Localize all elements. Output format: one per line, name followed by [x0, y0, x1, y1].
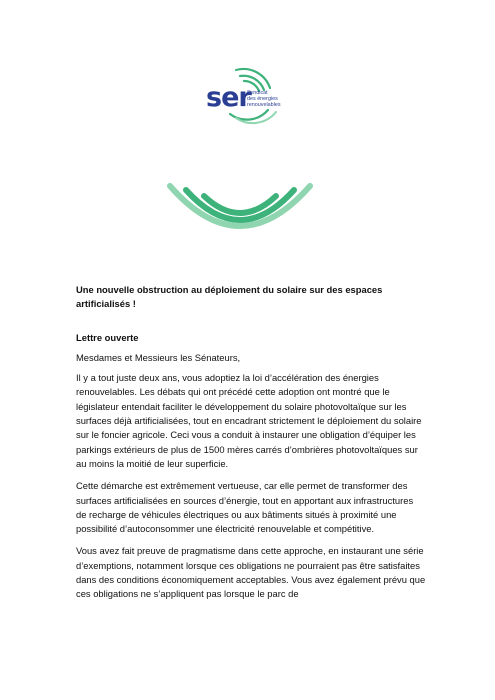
decorative-arcs-icon	[160, 180, 320, 242]
letter-paragraph: Il y a tout juste deux ans, vous adoptiez la loi d’accélération des énergies renouvelables. Les débats qui ont précédé cette adoption ont montré que le législateur entendait faciliter le développement du solaire photovoltaïque sur les surfaces déjà artificialisées, tout en encadrant strictement le déploiement du solaire sur le foncier agricole. Ceci vous a conduit à instaurer une obligation d’équiper les parkings extérieurs de plus de 1500 mères carrés d’ombrières photovoltaïques sur au moins la moitié de leur superficie.	[76, 372, 422, 469]
logo-tagline-line: Syndicat	[247, 90, 268, 96]
letter-salutation: Mesdames et Messieurs les Sénateurs,	[76, 351, 241, 363]
letter-kicker: Lettre ouverte	[76, 331, 139, 343]
letter-paragraph: Cette démarche est extrêmement vertueuse, car elle permet de transformer des surfaces artificialisées en sources d’énergie, tout en apportant aux infrastructures de recharge de véhicules électriques ou aux bâtiments situés à proximité une possibilité d’autoconsommer une électricité renouvelable et compétitive.	[76, 480, 414, 535]
logo-tagline	[247, 90, 287, 108]
letter-body	[76, 283, 426, 602]
logo-wordmark: ser	[206, 82, 251, 113]
letter-paragraph: Vous avez fait preuve de pragmatisme dans cette approche, en instaurant une série d’exemptions, notamment lorsque ces obligations ne pourraient pas être satisfaites dans des conditions économiquement acceptables. Vous avez également prévu que ces obligations ne s’appliquent pas lorsque le parc de	[76, 545, 426, 600]
letter-headline: Une nouvelle obstruction au déploiement du solaire sur des espaces artificialisés !	[76, 284, 383, 310]
ser-logo	[196, 66, 288, 126]
logo-tagline-line: renouvelables	[247, 102, 281, 108]
logo-tagline-line: des énergies	[247, 96, 278, 102]
